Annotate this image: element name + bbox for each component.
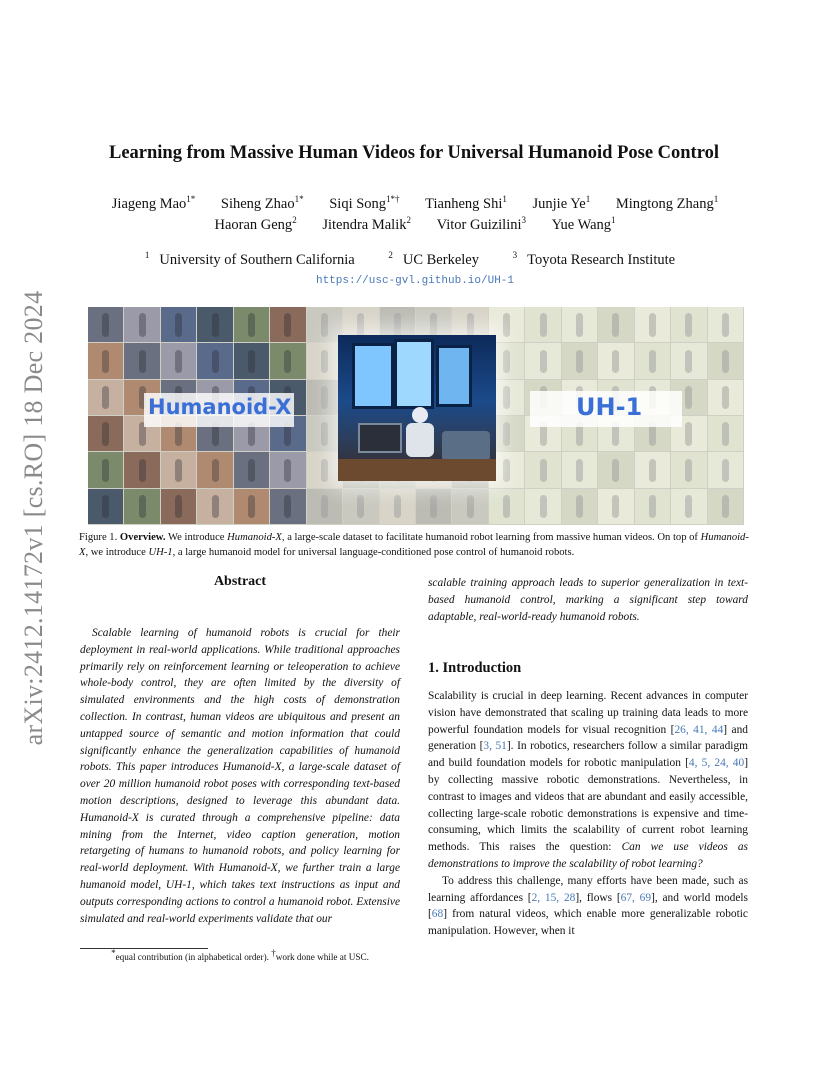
video-frame-tile xyxy=(197,343,232,378)
video-frame-tile xyxy=(598,452,633,487)
arxiv-stamp xyxy=(14,283,54,753)
figure-silhouette xyxy=(576,459,583,482)
video-frame-tile xyxy=(380,489,415,524)
video-frame-tile xyxy=(671,343,706,378)
video-frame-tile xyxy=(124,452,159,487)
figure-silhouette xyxy=(503,422,510,445)
video-frame-tile xyxy=(234,307,269,342)
figure-silhouette xyxy=(175,459,182,482)
affiliation: $^1$ University of Southern California xyxy=(144,250,355,268)
figure-silhouette xyxy=(722,495,729,518)
figure-silhouette xyxy=(139,313,146,336)
affiliation: $^2$ UC Berkeley xyxy=(388,250,479,268)
video-frame-tile xyxy=(598,307,633,342)
video-frame-tile xyxy=(307,380,342,415)
figure-caption xyxy=(79,531,751,560)
video-frame-tile xyxy=(416,489,451,524)
figure-silhouette xyxy=(540,313,547,336)
figure-silhouette xyxy=(102,495,109,518)
figure-silhouette xyxy=(503,459,510,482)
video-frame-tile xyxy=(562,307,597,342)
figure-silhouette xyxy=(503,350,510,373)
figure-silhouette xyxy=(503,495,510,518)
video-frame-tile xyxy=(124,307,159,342)
author: Junjie Ye$^1$ xyxy=(532,194,591,212)
figure-silhouette xyxy=(722,386,729,409)
video-frame-tile xyxy=(343,489,378,524)
figure-silhouette xyxy=(722,422,729,445)
video-frame-tile xyxy=(525,307,560,342)
figure-silhouette xyxy=(102,459,109,482)
author: Jiageng Mao$^{1*}$ xyxy=(111,194,196,212)
figure-silhouette xyxy=(649,350,656,373)
video-frame-tile xyxy=(562,343,597,378)
figure-silhouette xyxy=(212,495,219,518)
figure-silhouette xyxy=(612,350,619,373)
abstract-heading: Abstract xyxy=(213,574,267,589)
video-frame-tile xyxy=(270,489,305,524)
video-frame-tile xyxy=(234,343,269,378)
video-frame-tile xyxy=(307,416,342,451)
video-frame-tile xyxy=(671,452,706,487)
video-frame-tile xyxy=(708,343,743,378)
figure-silhouette xyxy=(212,350,219,373)
figure-silhouette xyxy=(685,313,692,336)
intro-paragraph-1: Scalability is crucial in deep learning. Recent advances in computer vision have demonstrated that scaling up training data leads to more powerful foundation models for visual recognition [26, 41, 44] and generation [3, 51]. In robotics, researchers follow a similar paradigm and build foundation models for robotic manipulation [4, 5, 24, 40] by collecting massive robotic demonstrations. Nevertheless, in contrast to images and videos that are abundant and easily accessible, collecting large-scale robotic demonstrations is expensive and time-consuming, which limits the scalability of current robot learning methods. This raises the question: Can we use videos as demonstrations to improve the scalability of robot learning? xyxy=(428,690,749,870)
figure-silhouette xyxy=(284,495,291,518)
figure-silhouette xyxy=(612,459,619,482)
video-frame-tile xyxy=(525,452,560,487)
video-frame-tile xyxy=(598,489,633,524)
figure-silhouette xyxy=(357,495,364,518)
figure-silhouette xyxy=(503,313,510,336)
figure-silhouette xyxy=(212,313,219,336)
caption-text: , we introduce xyxy=(85,546,149,558)
video-frame-tile xyxy=(635,452,670,487)
video-frame-tile xyxy=(270,343,305,378)
citation-link[interactable]: 68 xyxy=(431,908,444,921)
figure-silhouette xyxy=(576,495,583,518)
video-frame-tile xyxy=(525,489,560,524)
figure-silhouette xyxy=(685,495,692,518)
video-frame-tile xyxy=(124,489,159,524)
uh1-text: UH-1 xyxy=(576,393,643,421)
video-frame-tile xyxy=(635,489,670,524)
video-frame-tile xyxy=(708,489,743,524)
figure-silhouette xyxy=(430,313,437,336)
footnote-rule xyxy=(80,948,208,949)
video-frame-tile xyxy=(489,489,524,524)
video-frame-tile xyxy=(88,380,123,415)
figure-silhouette xyxy=(248,350,255,373)
figure-silhouette xyxy=(102,386,109,409)
footnote: *equal contribution (in alphabetical order). †work done while at USC. xyxy=(111,947,369,962)
figure-silhouette xyxy=(175,350,182,373)
figure-silhouette xyxy=(576,350,583,373)
project-url[interactable]: https://usc-gvl.github.io/UH-1 xyxy=(315,275,515,287)
video-frame-tile xyxy=(197,307,232,342)
figure-silhouette xyxy=(540,459,547,482)
video-frame-tile xyxy=(562,489,597,524)
figure-silhouette xyxy=(248,495,255,518)
video-frame-tile xyxy=(88,343,123,378)
caption-bold: Overview. xyxy=(119,532,166,543)
abstract-continued: scalable training approach leads to superior generalization in text-based humanoid control, marking a significant step toward adaptable, real-world-ready humanoid robots. xyxy=(428,577,748,623)
figure-silhouette xyxy=(685,459,692,482)
figure-silhouette xyxy=(212,459,219,482)
figure-silhouette xyxy=(540,350,547,373)
author: Siheng Zhao$^{1*}$ xyxy=(220,194,304,212)
intro-heading: 1. Introduction xyxy=(428,660,522,676)
video-frame-tile xyxy=(88,307,123,342)
video-frame-tile xyxy=(598,343,633,378)
figure-silhouette xyxy=(139,350,146,373)
video-frame-tile xyxy=(708,452,743,487)
arxiv-id: arXiv:2412.14172v1 [cs.RO] 18 Dec 2024 xyxy=(19,290,48,746)
citation-link[interactable]: 3, 51 xyxy=(483,740,507,753)
figure-silhouette xyxy=(430,495,437,518)
video-frame-tile xyxy=(88,489,123,524)
caption-text: , a large-scale dataset to facilitate humanoid robot learning from massive human videos. On top of xyxy=(281,532,701,543)
figure-silhouette xyxy=(467,313,474,336)
figure-silhouette xyxy=(649,459,656,482)
citation-link[interactable]: 2, 15, 28 xyxy=(531,891,576,904)
video-frame-tile xyxy=(671,489,706,524)
figure-silhouette xyxy=(722,313,729,336)
video-frame-tile xyxy=(708,380,743,415)
figure-silhouette xyxy=(685,422,692,445)
figure-silhouette xyxy=(612,495,619,518)
video-frame-tile xyxy=(197,452,232,487)
affiliations xyxy=(80,252,750,269)
author: Yue Wang$^1$ xyxy=(551,215,616,233)
video-frame-tile xyxy=(88,452,123,487)
video-frame-tile xyxy=(307,452,342,487)
video-frame-tile xyxy=(635,307,670,342)
figure-silhouette xyxy=(394,495,401,518)
paper-title: Learning from Massive Human Videos for Universal Humanoid Pose Control xyxy=(108,143,719,163)
figure-silhouette xyxy=(321,422,328,445)
figure-silhouette xyxy=(685,386,692,409)
video-frame-tile xyxy=(671,307,706,342)
video-frame-tile xyxy=(635,343,670,378)
caption-text: , a large humanoid model for universal language-conditioned pose control of humanoid robots. xyxy=(172,546,575,558)
video-frame-tile xyxy=(197,489,232,524)
intro-paragraph-2: To address this challenge, many efforts have been made, such as learning affordances [2, 15, 28], flows [67, 69], and world models [68] from natural videos, which enable more generalizable robotic manipulation. However, when it xyxy=(428,874,748,938)
figure-silhouette xyxy=(248,313,255,336)
figure-silhouette xyxy=(321,459,328,482)
video-frame-tile xyxy=(234,452,269,487)
author-line-1 xyxy=(80,194,750,215)
author: Tianheng Shi$^1$ xyxy=(425,194,507,212)
figure-silhouette xyxy=(284,313,291,336)
affiliation: $^3$ Toyota Research Institute xyxy=(512,250,676,268)
figure-silhouette xyxy=(175,313,182,336)
video-frame-tile xyxy=(234,489,269,524)
figure-silhouette xyxy=(248,459,255,482)
video-frame-tile xyxy=(161,307,196,342)
figure-silhouette xyxy=(102,422,109,445)
video-frame-tile xyxy=(708,416,743,451)
video-frame-tile xyxy=(161,489,196,524)
video-frame-tile xyxy=(708,307,743,342)
author: Jitendra Malik$^2$ xyxy=(322,215,411,233)
caption-text: We introduce xyxy=(168,532,228,543)
author-line-2 xyxy=(80,215,750,236)
video-frame-tile xyxy=(161,343,196,378)
video-frame-tile xyxy=(270,307,305,342)
center-robot-scene xyxy=(338,335,496,481)
intro-body xyxy=(428,688,748,940)
abstract-body xyxy=(80,625,400,927)
video-frame-tile xyxy=(270,452,305,487)
video-frame-tile xyxy=(161,452,196,487)
video-frame-tile xyxy=(307,343,342,378)
caption-em: Humanoid-X xyxy=(79,532,749,558)
figure-silhouette xyxy=(321,495,328,518)
caption-em: Humanoid-X xyxy=(227,532,282,543)
figure-silhouette xyxy=(321,386,328,409)
citation-link[interactable]: 26, 41, 44 xyxy=(674,723,724,736)
abstract-text: Scalable learning of humanoid robots is crucial for their deployment in real-world applications. While traditional approaches primarily rely on reinforcement learning or teleoperation to achieve whole-body control, they are often limited by the diversity of simulated environments and the high costs of demonstration collection. In contrast, human videos are ubiquitous and present an untapped source of semantic and motion information that could significantly enhance the generalization capabilities of humanoid robots. This paper introduces Humanoid-X, a large-scale dataset of over 20 million humanoid robot poses with corresponding text-based motion descriptions, designed to leverage this abundant data. Humanoid-X is curated through a comprehensive pipeline: data mining from the Internet, video caption generation, motion retargeting of humans to humanoid robots, and policy learning for real-world deployment. With Humanoid-X, we further train a large humanoid model, UH-1, which takes text instructions as input and outputs corresponding actions to control a humanoid robot. Extensive simulated and real-world experiments validate that our xyxy=(80,627,400,925)
figure-silhouette xyxy=(102,350,109,373)
figure-silhouette xyxy=(102,313,109,336)
author: Mingtong Zhang$^1$ xyxy=(615,194,719,212)
figure-silhouette xyxy=(394,313,401,336)
video-frame-tile xyxy=(124,343,159,378)
figure-silhouette xyxy=(685,350,692,373)
figure-silhouette xyxy=(540,495,547,518)
caption-em: UH-1 xyxy=(148,546,173,558)
author: Vitor Guizilini$^3$ xyxy=(436,215,527,233)
figure-silhouette xyxy=(284,459,291,482)
video-frame-tile xyxy=(307,307,342,342)
caption-label: Figure 1. xyxy=(79,532,118,543)
teaser-figure xyxy=(88,307,744,525)
humanoid-x-text: Humanoid-X xyxy=(148,395,292,419)
figure-silhouette xyxy=(175,495,182,518)
figure-silhouette xyxy=(321,350,328,373)
video-frame-tile xyxy=(525,343,560,378)
figure-silhouette xyxy=(284,350,291,373)
figure-silhouette xyxy=(722,350,729,373)
figure-silhouette xyxy=(321,313,328,336)
figure-silhouette xyxy=(467,495,474,518)
figure-silhouette xyxy=(357,313,364,336)
figure-silhouette xyxy=(649,495,656,518)
figure-silhouette xyxy=(722,459,729,482)
figure-silhouette xyxy=(649,313,656,336)
video-frame-tile xyxy=(307,489,342,524)
citation-link[interactable]: 4, 5, 24, 40 xyxy=(688,757,745,770)
figure-silhouette xyxy=(576,313,583,336)
video-frame-tile xyxy=(88,416,123,451)
figure-silhouette xyxy=(503,386,510,409)
citation-link[interactable]: 67, 69 xyxy=(620,891,652,904)
figure-silhouette xyxy=(139,459,146,482)
video-frame-tile xyxy=(562,452,597,487)
author: Siqi Song$^{1*\dagger}$ xyxy=(329,194,400,212)
author: Haoran Geng$^2$ xyxy=(214,215,297,233)
figure-silhouette xyxy=(612,313,619,336)
figure-silhouette xyxy=(139,495,146,518)
video-frame-tile xyxy=(452,489,487,524)
